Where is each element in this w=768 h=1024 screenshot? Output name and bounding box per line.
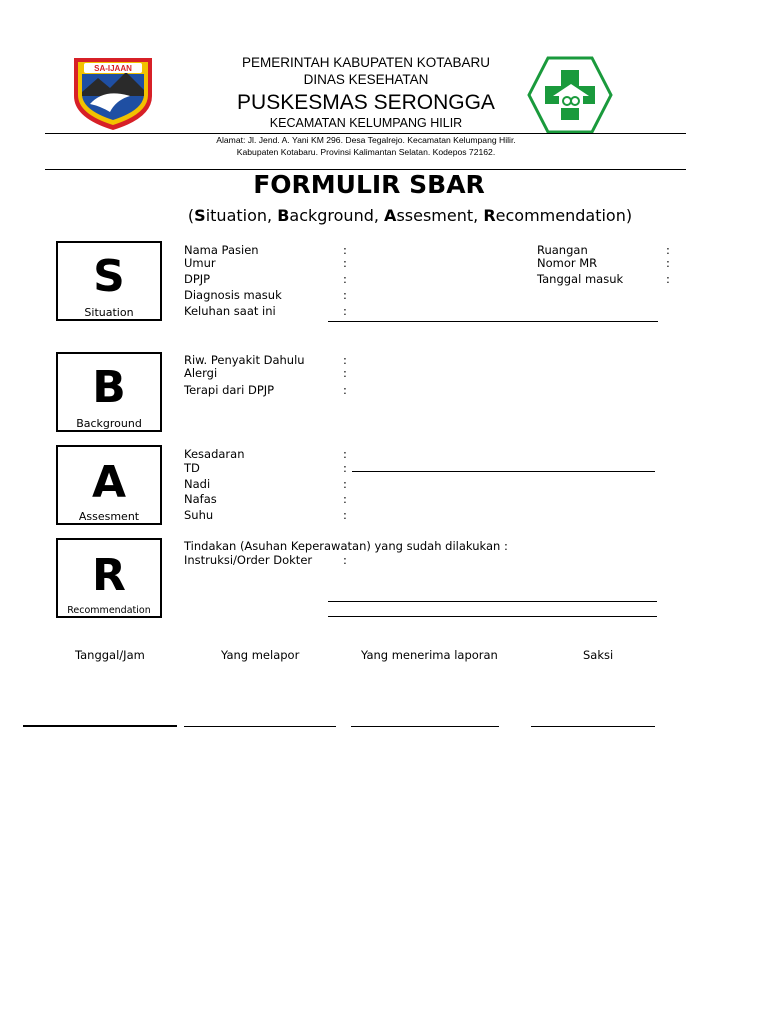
form-title: FORMULIR SBAR bbox=[253, 170, 485, 199]
subtitle-text: ituation, bbox=[205, 206, 278, 225]
recommendation-caption: Recommendation bbox=[67, 605, 151, 616]
subtitle-initial: S bbox=[194, 206, 206, 225]
instruksi-answer-line-2[interactable] bbox=[328, 616, 657, 617]
label-suhu: Suhu bbox=[184, 508, 214, 522]
label-kesadaran: Kesadaran bbox=[184, 447, 245, 461]
colon: : bbox=[343, 477, 347, 491]
label-ruangan: Ruangan bbox=[537, 243, 588, 257]
label-tanggal-masuk: Tanggal masuk bbox=[537, 272, 624, 286]
colon: : bbox=[343, 243, 347, 257]
situation-box bbox=[56, 241, 162, 321]
label-nafas: Nafas bbox=[184, 492, 217, 506]
colon: : bbox=[666, 243, 670, 257]
signature-tanggal-jam: Tanggal/Jam bbox=[75, 648, 145, 662]
form-subtitle bbox=[150, 206, 670, 225]
colon: : bbox=[666, 256, 670, 270]
colon: : bbox=[343, 508, 347, 522]
signature-saksi: Saksi bbox=[583, 648, 614, 662]
health-logo bbox=[527, 56, 613, 134]
header-rule-top bbox=[45, 133, 686, 134]
label-nomor-mr: Nomor MR bbox=[537, 256, 598, 270]
keluhan-answer-line[interactable] bbox=[328, 321, 658, 322]
colon: : bbox=[343, 461, 347, 475]
colon: : bbox=[343, 383, 347, 397]
subtitle-initial: B bbox=[277, 206, 290, 225]
signature-line-menerima[interactable] bbox=[351, 726, 499, 727]
colon: : bbox=[343, 353, 347, 367]
subtitle-text: ackground, bbox=[289, 206, 385, 225]
label-instruksi: Instruksi/Order Dokter bbox=[184, 553, 313, 567]
colon: : bbox=[343, 288, 347, 302]
background-box bbox=[56, 352, 162, 432]
puskesmas-title: PUSKESMAS SERONGGA bbox=[237, 91, 495, 114]
signature-yang-menerima: Yang menerima laporan bbox=[361, 648, 498, 662]
label-tindakan: Tindakan (Asuhan Keperawatan) yang sudah dilakukan : bbox=[184, 539, 508, 553]
signature-line-saksi[interactable] bbox=[531, 726, 655, 727]
signature-yang-melapor: Yang melapor bbox=[221, 648, 300, 662]
government-line: PEMERINTAH KABUPATEN KOTABARU bbox=[241, 55, 491, 70]
colon: : bbox=[343, 256, 347, 270]
signature-line-melapor[interactable] bbox=[184, 726, 336, 727]
subtitle-text: ecommendation) bbox=[495, 206, 633, 225]
label-nama-pasien: Nama Pasien bbox=[184, 243, 259, 257]
colon: : bbox=[343, 492, 347, 506]
colon: : bbox=[666, 272, 670, 286]
label-td: TD bbox=[184, 461, 200, 475]
district-line: KECAMATAN KELUMPANG HILIR bbox=[269, 116, 463, 130]
label-dpjp: DPJP bbox=[184, 272, 211, 286]
label-umur: Umur bbox=[184, 256, 216, 270]
background-letter: B bbox=[92, 362, 126, 413]
background-caption: Background bbox=[76, 417, 142, 430]
colon: : bbox=[343, 366, 347, 380]
colon: : bbox=[343, 272, 347, 286]
recommendation-box bbox=[56, 538, 162, 618]
label-terapi-dpjp: Terapi dari DPJP bbox=[184, 383, 275, 397]
colon: : bbox=[343, 447, 347, 461]
address-line-1: Alamat: Jl. Jend. A. Yani KM 296. Desa Tegalrejo. Kecamatan Kelumpang Hilir. bbox=[216, 135, 516, 145]
td-answer-line[interactable] bbox=[352, 471, 655, 472]
subtitle-initial: A bbox=[384, 206, 397, 225]
subtitle-text: ( bbox=[187, 206, 195, 225]
department-line: DINAS KESEHATAN bbox=[303, 72, 429, 87]
label-riw-penyakit: Riw. Penyakit Dahulu bbox=[184, 353, 305, 367]
situation-letter: S bbox=[93, 251, 125, 302]
logo-text: SA-IJAAN bbox=[94, 64, 132, 73]
label-keluhan: Keluhan saat ini bbox=[184, 304, 276, 318]
situation-caption: Situation bbox=[84, 306, 134, 319]
label-alergi: Alergi bbox=[184, 366, 218, 380]
instruksi-answer-line-1[interactable] bbox=[328, 601, 657, 602]
colon: : bbox=[343, 553, 347, 567]
address-line-2: Kabupaten Kotabaru. Provinsi Kalimantan Selatan. Kodepos 72162. bbox=[236, 147, 496, 157]
label-diagnosis-masuk: Diagnosis masuk bbox=[184, 288, 282, 302]
subtitle-text: ssesment, bbox=[396, 206, 484, 225]
assesment-caption: Assesment bbox=[78, 510, 140, 523]
colon: : bbox=[343, 304, 347, 318]
regency-logo bbox=[70, 52, 156, 132]
subtitle-initial: R bbox=[483, 206, 496, 225]
signature-line-tanggal[interactable] bbox=[23, 725, 177, 727]
label-nadi: Nadi bbox=[184, 477, 211, 491]
recommendation-letter: R bbox=[92, 550, 126, 601]
assesment-letter: A bbox=[91, 457, 127, 508]
assesment-box bbox=[56, 445, 162, 525]
